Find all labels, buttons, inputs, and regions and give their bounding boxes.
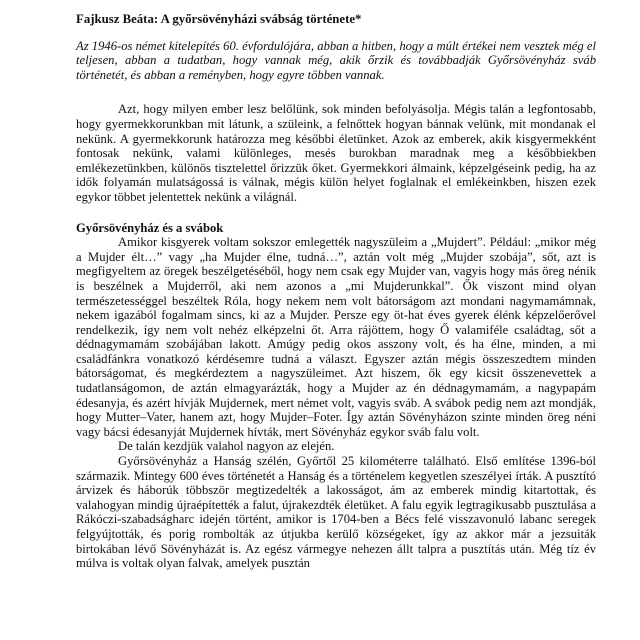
section-paragraph-3: Győrsövényház a Hanság szélén, Győrtől 25 kilométerre található. Első említése 1396-ból származik. Mintegy 600 éves történetét a Hanság és a történelem kegyetlen szeszélyei írták. A pusztító árvizek és háborúk többször megtizedelték a lakosságot, ám az emberek mindig kitartottak, és valahogyan mindig újraépítették a falut, újrakezdték életüket. A falu egyik legtragikusabb pusztulása a Rákóczi-szabadságharc idején történt, amikor is 1704-ben a Bécs felé visszavonuló labanc seregek felgyújtották, és porig rombolták az útjukba kerülő községeket, így az akkor már a jezsuiták birtokában lévő Sövényházát is. Az egész vármegye nehezen állt talpra a pusztítás után. Még tíz év múlva is voltak olyan falvak, amelyek pusztán — [76, 454, 596, 571]
section-heading: Győrsövényház és a svábok — [76, 220, 224, 235]
article-abstract: Az 1946-os német kitelepítés 60. évfordulójára, abban a hitben, hogy a múlt értékei nem vesztek még el teljesen, abban a tudatban, hogy vannak még, akik őrzik és továbbadják Győrsövényház sváb történetét, és abban a reményben, hogy egyre többen vannak. — [76, 38, 596, 82]
section-paragraph-2: De talán kezdjük valahol nagyon az elején. — [118, 439, 335, 454]
intro-paragraph: Azt, hogy milyen ember lesz belőlünk, sok minden befolyásolja. Mégis talán a legfontosabb, hogy gyermekkorunkban mit látunk, a szüleink, a felnőttek hogyan bánnak velünk, mit mondanak el nekünk. A gyermekkorunk határozza meg későbbi életünket. Azok az emberek, akik kisgyermekként fontosak nekünk, valami különleges, mesés burokban maradnak meg a későbbiekben emlékezetünkben, különös tisztelettel őrizzük őket. Gyermekkori álmaink, képzelgéseink pedig, ha az idők folyamán mulatságossá is válnak, mégis külön helyet foglalnak el emlékeinkben, hiszen ezek egykor többet jelentettek nekünk a világnál. — [76, 102, 596, 204]
section-spacer — [76, 205, 596, 221]
document-page — [76, 12, 596, 571]
article-title: Fajkusz Beáta: A győrsövényházi svábság története* — [76, 12, 362, 26]
section-paragraph-1: Amikor kisgyerek voltam sokszor emlegették nagyszüleim a „Mujdert”. Például: „mikor még a Mujder élt…” vagy „ha Mujder élne, tudná…”, aztán volt még „Mujder szobája”, sőt, azt is megfigyeltem az öregek beszélgetéséből, hogy nem csak egy Mujder van, vagyis hogy más öreg nénik is beszélnek a Mujderről, aki nem azonos a „mi Mujderunkkal”. Ők viszont mind olyan természetességgel beszéltek Róla, hogy nekem nem volt bátorságom azt mondani nagymamámnak, nekem igazából fogalmam sincs, ki az a Mujder. Persze egy öt-hat éves gyerek élénk képzelőerővel rendelkezik, így nem volt nehéz elképzelni őt. Arra rájöttem, hogy Ő valamiféle családtag, sőt a dédnagymamám szobájában lakott. Amúgy pedig okos asszony volt, és ha élne, minden, a mi családfánkra vonatkozó kérdésemre tudná a választ. Egyszer aztán mégis összeszedtem minden bátorságomat, és megkérdeztem a nagyszüleimet. Azt hiszem, ők egy kicsit összenevettek a tudatlanságomon, de aztán elmagyarázták, hogy a Mujder az én dédnagymamám, a nagypapám édesanyja, és azért hívják Mujdernek, mert német volt, vagyis sváb. A svábok pedig nem azt mondják, hogy Mutter–Vater, hanem azt, hogy Mujder–Foter. Így aztán Sövényházon szinte minden öreg néni vagy bácsi édesanyját Mujdernek hívták, mert Sövényház egykor sváb falu volt. — [76, 235, 596, 439]
